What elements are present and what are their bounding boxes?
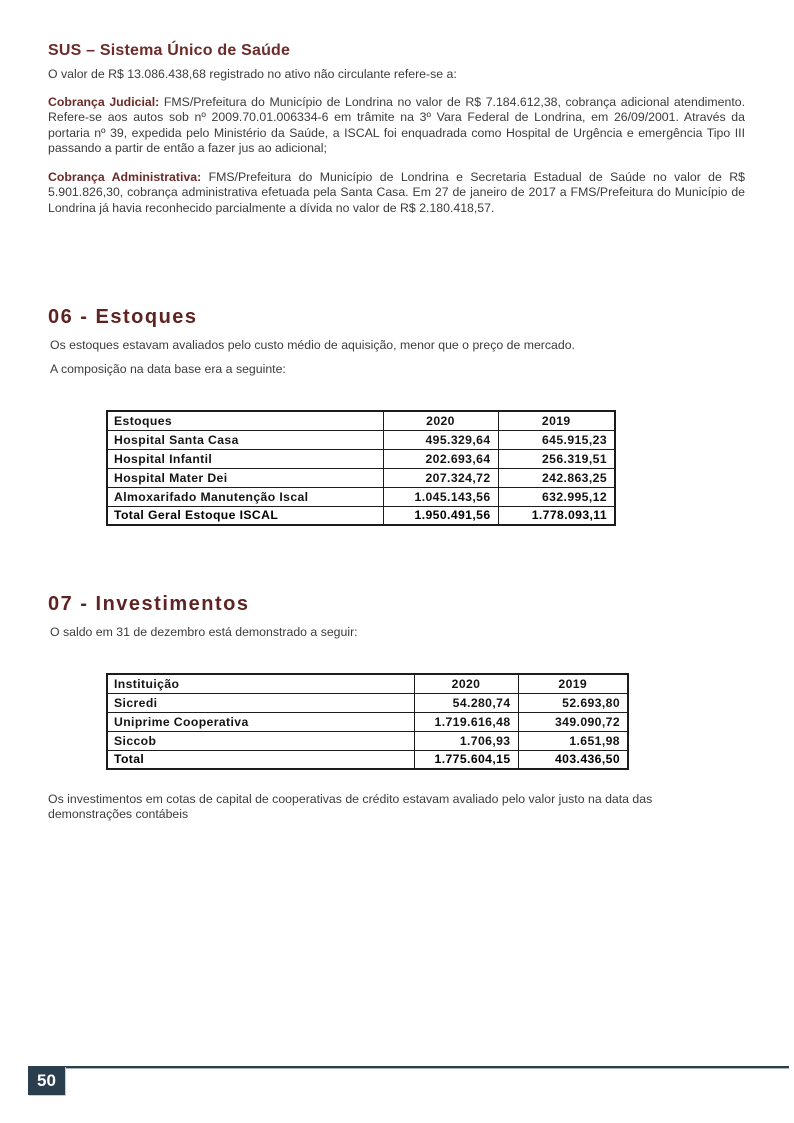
table-cell: 1.045.143,56 [383, 487, 498, 506]
investimentos-intro-paragraph: O saldo em 31 de dezembro está demonstrado a seguir: [50, 625, 358, 639]
sus-section-title: SUS – Sistema Único de Saúde [48, 42, 291, 59]
table-cell: 242.863,25 [498, 468, 615, 487]
table-cell: 1.778.093,11 [498, 506, 615, 525]
investimentos-table-header-2020: 2020 [414, 674, 518, 693]
table-cell: 349.090,72 [518, 712, 628, 731]
estoques-table-header-row [107, 411, 615, 430]
investimentos-table [106, 673, 629, 770]
investimentos-section-title: 07 - Investimentos [48, 593, 250, 615]
cobranca-administrativa-text: FMS/Prefeitura do Município de Londrina e Secretaria Estadual de Saúde no valor de R$ 5.901.826,30, cobrança administrativa efetuada pela Santa Casa. Em 27 de janeiro de 2017 a FMS/Prefeitura do Município de Londrina já havia reconhecido parcialmente a dívida no valor de R$ 2.180.418,57. [48, 170, 745, 215]
table-row [107, 731, 628, 750]
estoques-paragraph-2: A composição na data base era a seguinte: [50, 362, 286, 376]
table-cell: 495.329,64 [383, 430, 498, 449]
investimentos-footnote: Os investimentos em cotas de capital de cooperativas de crédito estavam avaliado pelo valor justo na data das demonstrações contábeis [48, 792, 653, 822]
table-cell: Total [107, 750, 414, 769]
estoques-table-header-label: Estoques [107, 411, 383, 430]
page-number: 50 [37, 1070, 56, 1090]
table-cell: Hospital Santa Casa [107, 430, 383, 449]
table-cell: 1.719.616,48 [414, 712, 518, 731]
table-row [107, 693, 628, 712]
investimentos-table-header-label: Instituição [107, 674, 414, 693]
table-cell: Hospital Infantil [107, 449, 383, 468]
cobranca-judicial-label: Cobrança Judicial: [48, 95, 160, 109]
table-cell: 403.436,50 [518, 750, 628, 769]
table-cell: Hospital Mater Dei [107, 468, 383, 487]
table-cell: 52.693,80 [518, 693, 628, 712]
investimentos-table-total-row [107, 750, 628, 769]
table-cell: Siccob [107, 731, 414, 750]
table-row [107, 449, 615, 468]
table-row [107, 468, 615, 487]
table-cell: 1.775.604,15 [414, 750, 518, 769]
footer-rule [28, 1066, 789, 1069]
table-cell: 1.651,98 [518, 731, 628, 750]
table-cell: Total Geral Estoque ISCAL [107, 506, 383, 525]
estoques-table-total-row [107, 506, 615, 525]
table-cell: 256.319,51 [498, 449, 615, 468]
table-row [107, 712, 628, 731]
page-number-badge [28, 1066, 65, 1095]
cobranca-judicial-paragraph [48, 95, 745, 157]
table-cell: 1.706,93 [414, 731, 518, 750]
investimentos-table-header-2019: 2019 [518, 674, 628, 693]
table-row [107, 487, 615, 506]
investimentos-table-header-row [107, 674, 628, 693]
table-cell: 54.280,74 [414, 693, 518, 712]
cobranca-administrativa-paragraph [48, 170, 745, 216]
table-row [107, 430, 615, 449]
estoques-table [106, 410, 616, 526]
table-cell: 202.693,64 [383, 449, 498, 468]
estoques-table-header-2019: 2019 [498, 411, 615, 430]
cobranca-administrativa-label: Cobrança Administrativa: [48, 170, 202, 184]
table-cell: 632.995,12 [498, 487, 615, 506]
table-cell: Sicredi [107, 693, 414, 712]
table-cell: 645.915,23 [498, 430, 615, 449]
cobranca-judicial-text: FMS/Prefeitura do Município de Londrina no valor de R$ 7.184.612,38, cobrança adicional atendimento. Refere-se aos autos sob nº 2009.70.01.006334-6 em trâmite na 3º Vara Federal de Londrina, em 26/09/2001. Através da portaria nº 39, expedida pelo Ministério da Saúde, a ISCAL foi enquadrada como Hospital de Urgência e emergência Tipo III passando a partir de então a fazer jus ao adicional; [48, 95, 745, 156]
estoques-section-title: 06 - Estoques [48, 306, 198, 328]
table-cell: 207.324,72 [383, 468, 498, 487]
table-cell: Uniprime Cooperativa [107, 712, 414, 731]
table-cell: 1.950.491,56 [383, 506, 498, 525]
estoques-paragraph-1: Os estoques estavam avaliados pelo custo médio de aquisição, menor que o preço de mercado. [50, 338, 575, 352]
estoques-table-header-2020: 2020 [383, 411, 498, 430]
table-cell: Almoxarifado Manutenção Iscal [107, 487, 383, 506]
sus-intro-paragraph: O valor de R$ 13.086.438,68 registrado no ativo não circulante refere-se a: [48, 67, 457, 81]
